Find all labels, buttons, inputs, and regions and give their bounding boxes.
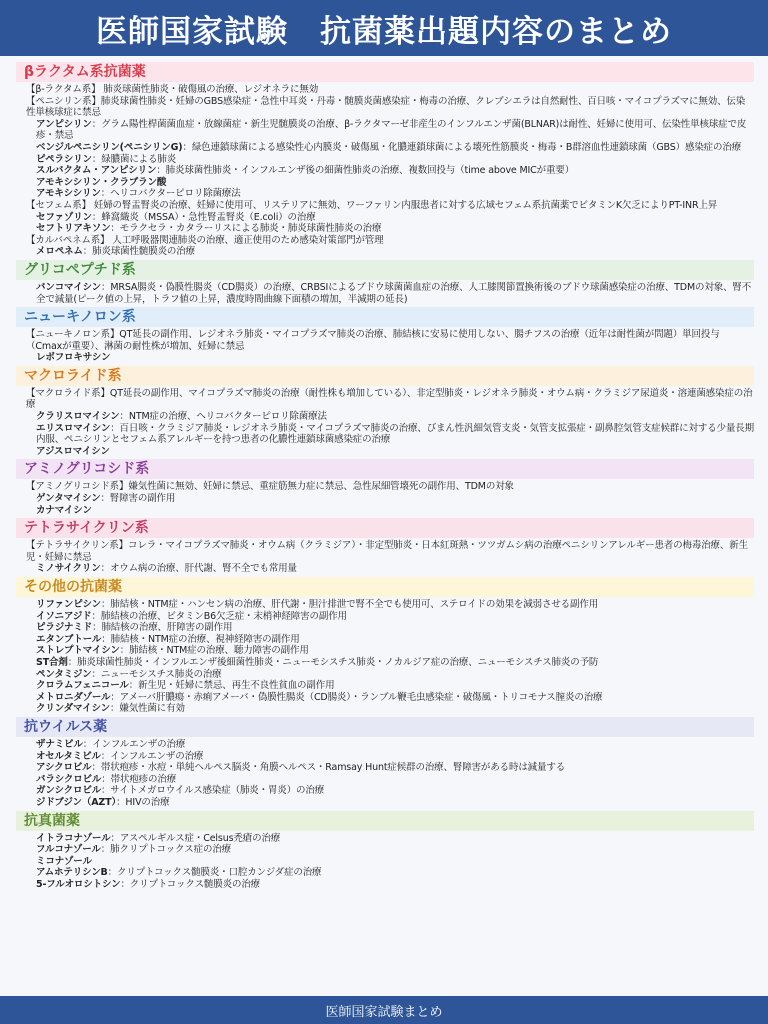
drug-name: ジドブジン（AZT）	[36, 796, 117, 808]
drug-name: フルコナゾール	[36, 844, 101, 856]
entry-line	[26, 856, 754, 868]
page-title: 医師国家試験 抗菌薬出題内容のまとめ	[96, 13, 672, 50]
content-area	[0, 60, 768, 996]
entry-line	[26, 645, 754, 657]
entry-text: ：緑色連鎖球菌による感染性心内膜炎・破傷風・化膿連鎖球菌による壊死性筋膜炎・梅毒・B群溶血性連鎖球菌（GBS）感染症の治療	[182, 141, 742, 153]
entry-line	[26, 657, 754, 669]
drug-name: ゲンタマイシン	[36, 493, 101, 505]
drug-class-section	[16, 459, 754, 516]
entry-line	[26, 622, 754, 634]
entry-text: 【カルバペネム系】 人工呼吸器関連肺炎の治療、適正使用のため感染対策部門が管理	[26, 234, 384, 246]
entry-text: ：腎障害の副作用	[100, 493, 176, 505]
drug-name: アモキシシリン	[36, 188, 101, 200]
entry-text: ：クリプトコックス髄膜炎の治療	[120, 878, 261, 890]
entry-text: ：百日咳・クラミジア肺炎・レジオネラ肺炎・マイコプラズマ肺炎の治療、びまん性汎細気管支炎・気管支拡張症・副鼻腔気管支症候群に対する少量長期内服、ペニシリンとセフェム系アレルギーを持つ患者の化膿性連鎖球菌感染症の治療	[36, 422, 754, 446]
entry-line	[26, 411, 754, 423]
section-body	[16, 833, 754, 891]
entry-line	[26, 446, 754, 458]
drug-name: セファゾリン	[36, 211, 92, 223]
entry-text: ：肺結核・NTM症の治療、視神経障害の副作用	[101, 633, 300, 645]
drug-class-section	[16, 260, 754, 305]
entry-line	[26, 634, 754, 646]
entry-text: ：嫌気性菌に有効	[110, 703, 185, 715]
section-body	[16, 84, 754, 258]
entry-line	[26, 388, 754, 411]
entry-line	[26, 329, 754, 352]
page-footer	[0, 996, 768, 1024]
entry-line	[26, 119, 754, 142]
drug-class-section	[16, 717, 754, 809]
drug-name: クロラムフェニコール	[36, 680, 129, 692]
entry-text: ：MRSA腸炎・偽膜性腸炎（CD腸炎）の治療、CRBSIによるブドウ球菌菌血症の治療、人工膝関節置換術後のブドウ球菌感染症の治療、TDMの対象、腎不全で減量(ピーク値の上昇，トラフ値の上昇，濃度時間曲線下面積の増加，半減期の延長)	[36, 281, 752, 305]
entry-text: ：肺結核・NTM症・ハンセン病の治療、肝代謝・胆汁排泄で腎不全でも使用可、ステロイドの効果を減弱させる副作用	[101, 599, 599, 610]
drug-name: オセルタミビル	[36, 750, 101, 762]
drug-class-section	[16, 811, 754, 891]
entry-text: ：クリプトコックス髄膜炎・口腔カンジダ症の治療	[107, 867, 322, 879]
drug-name: イソニアジド	[36, 610, 92, 622]
drug-name: ガンシクロビル	[36, 785, 102, 797]
entry-line	[26, 142, 754, 154]
entry-text: ：肺クリプトコックス症の治療	[100, 844, 232, 856]
entry-line	[26, 844, 754, 856]
entry-line	[26, 96, 754, 119]
section-title: アミノグリコシド系	[16, 459, 754, 479]
drug-name: アムホテリシンB	[36, 867, 108, 879]
section-body	[16, 329, 754, 364]
drug-class-section	[16, 577, 754, 715]
entry-line	[26, 785, 754, 797]
entry-text: ：帯状疱疹の治療	[101, 773, 177, 785]
entry-text: ：肺結核の治療、肝障害の副作用	[92, 622, 233, 634]
entry-text: 【β-ラクタム系】 肺炎球菌性肺炎・破傷風の治療、レジオネラに無効	[26, 84, 319, 95]
entry-line	[26, 200, 754, 212]
section-title: グリコペプチド系	[16, 260, 754, 280]
entry-text: ：ニューモシスチス肺炎の治療	[91, 668, 222, 680]
section-body	[16, 282, 754, 305]
entry-line	[26, 563, 754, 575]
entry-line	[26, 703, 754, 715]
entry-text: ：肺炎球菌性髄膜炎の治療	[82, 246, 195, 258]
page-header	[0, 0, 768, 56]
entry-line	[26, 867, 754, 879]
entry-text: ：蜂窩織炎（MSSA）・急性腎盂腎炎（E.coli）の治療	[91, 211, 316, 223]
drug-name: ミコナゾール	[36, 855, 92, 867]
entry-line	[26, 165, 754, 177]
drug-name: ベンジルペニシリン(ペニシリンG)	[36, 141, 183, 153]
entry-line	[26, 739, 754, 751]
drug-name: ストレプトマイシン	[36, 645, 120, 657]
section-title: 抗ウイルス薬	[16, 717, 754, 737]
entry-line	[26, 212, 754, 224]
entry-line	[26, 599, 754, 611]
entry-text: ：緑膿菌による肺炎	[91, 153, 177, 165]
entry-line	[26, 223, 754, 235]
section-body	[16, 481, 754, 516]
drug-name: 5-フルオロシトシン	[36, 878, 121, 890]
entry-line	[26, 540, 754, 563]
entry-text: ：アスペルギルス症・Celsus禿瘡の治療	[110, 832, 281, 844]
entry-line	[26, 762, 754, 774]
entry-text: 【アミノグリコシド系】嫌気性菌に無効、妊婦に禁忌、重症筋無力症に禁忌、急性尿細管壊死の副作用、TDMの対象	[26, 481, 514, 493]
entry-line	[26, 352, 754, 364]
drug-name: ピラジナミド	[36, 622, 93, 634]
entry-text: ：NTM症の治療、ヘリコバクターピロリ除菌療法	[119, 411, 327, 423]
section-body	[16, 540, 754, 575]
entry-line	[26, 879, 754, 891]
section-title: βラクタム系抗菌薬	[16, 62, 754, 82]
entry-line	[26, 177, 754, 189]
entry-text: ：インフルエンザの治療	[82, 738, 186, 750]
drug-class-section	[16, 62, 754, 258]
section-body	[16, 599, 754, 715]
entry-line	[26, 797, 754, 809]
entry-line	[26, 669, 754, 681]
drug-name: アジスロマイシン	[36, 445, 110, 457]
entry-line	[26, 751, 754, 763]
drug-name: メトロニダゾール	[36, 691, 111, 703]
drug-name: レボフロキサシン	[36, 352, 111, 364]
drug-name: アモキシシリン・クラブラン酸	[36, 176, 167, 188]
entry-text: ：新生児・妊婦に禁忌、再生不良性貧血の副作用	[128, 680, 335, 692]
section-title: ニューキノロン系	[16, 307, 754, 327]
drug-name: スルバクタム・アンピシリン	[36, 165, 157, 177]
drug-name: リファンピシン	[36, 599, 102, 610]
drug-class-section	[16, 366, 754, 458]
entry-line	[26, 680, 754, 692]
drug-name: バンコマイシン	[36, 281, 102, 293]
entry-text: ：インフルエンザの治療	[100, 750, 204, 762]
drug-name: アンピシリン	[36, 118, 92, 130]
drug-name: セフトリアキソン	[36, 223, 111, 235]
drug-name: イトラコナゾール	[36, 832, 111, 844]
entry-text: ：帯状疱疹・水痘・単純ヘルペス脳炎・角膜ヘルペス・Ramsay Hunt症候群の治療、腎障害がある時は減量する	[91, 762, 566, 774]
entry-text: 【マクロライド系】QT延長の副作用、マイコプラズマ肺炎の治療（耐性株も増加している）、非定型肺炎・レジオネラ肺炎・オウム病・クラミジア尿道炎・溶連菌感染症の治療	[26, 387, 753, 411]
entry-line	[26, 423, 754, 446]
entry-text: 【セフェム系】 妊婦の腎盂腎炎の治療、妊婦に使用可、リステリアに無効、ワーファリン内服患者に対する広域セフェム系抗菌薬でビタミンK欠乏によりPT-INR上昇	[26, 199, 718, 211]
entry-text: 【ニューキノロン系】QT延長の副作用、レジオネラ肺炎・マイコプラズマ肺炎の治療、肺結核に安易に使用しない、腸チフスの治療（近年は耐性菌が問題）単回投与（Cmaxが重要）、淋菌の耐性株が増加、妊婦に禁忌	[26, 329, 720, 352]
entry-text: 【テトラサイクリン系】コレラ・マイコプラズマ肺炎・オウム病（クラミジア）・非定型肺炎・日本紅斑熱・ツツガムシ病の治療ペニシリンアレルギー患者の梅毒治療、新生児・妊婦に禁忌	[26, 540, 748, 563]
entry-line	[26, 188, 754, 200]
entry-text: ：肺結核の治療、ビタミンB6欠乏症・末梢神経障害の副作用	[91, 610, 347, 622]
drug-name: ザナミビル	[36, 738, 83, 750]
drug-name: クラリスロマイシン	[36, 411, 120, 423]
entry-line	[26, 692, 754, 704]
entry-line	[26, 154, 754, 166]
entry-line	[26, 84, 754, 96]
section-title: マクロライド系	[16, 366, 754, 386]
section-body	[16, 388, 754, 458]
section-title: テトラサイクリン系	[16, 518, 754, 538]
drug-name: ペンタミジン	[36, 668, 92, 680]
drug-name: メロペネム	[36, 246, 83, 258]
entry-line	[26, 505, 754, 517]
entry-line	[26, 481, 754, 493]
entry-text: 【ペニシリン系】肺炎球菌性肺炎・妊婦のGBS感染症・急性中耳炎・丹毒・髄膜炎菌感染症・梅毒の治療、クレブシエラは自然耐性、百日咳・マイコプラズマに無効、伝染性単核球症に禁忌	[26, 95, 746, 119]
entry-line	[26, 774, 754, 786]
drug-name: ST合剤	[36, 656, 68, 668]
drug-name: カナマイシン	[36, 504, 92, 516]
drug-class-section	[16, 518, 754, 575]
drug-name: クリンダマイシン	[36, 703, 110, 715]
entry-text: ：肺炎球菌性肺炎・インフルエンザ後細菌性肺炎・ニューモシスチス肺炎・ノカルジア症の治療、ニューモシスチス肺炎の予防	[67, 656, 599, 668]
entry-line	[26, 246, 754, 258]
section-body	[16, 739, 754, 809]
entry-line	[26, 235, 754, 247]
entry-line	[26, 282, 754, 305]
drug-name: バラシクロビル	[36, 773, 102, 785]
entry-text: ：肺結核・NTM症の治療、聴力障害の副作用	[119, 645, 309, 657]
entry-text: ：サイトメガロウイルス感染症（肺炎・胃炎）の治療	[101, 785, 325, 797]
drug-name: ミノサイクリン	[36, 563, 101, 575]
drug-name: ピペラシリン	[36, 153, 92, 165]
entry-text: ：ヘリコバクターピロリ除菌療法	[100, 188, 241, 200]
drug-name: アシクロビル	[36, 762, 92, 774]
drug-class-section	[16, 307, 754, 364]
entry-line	[26, 493, 754, 505]
entry-text: ：肺炎球菌性肺炎・インフルエンザ後の細菌性肺炎の治療、複数回投与（time above MICが重要）	[156, 165, 575, 177]
footer-text: 医師国家試験まとめ	[325, 1004, 443, 1020]
entry-line	[26, 611, 754, 623]
entry-text: ：HIVの治療	[116, 796, 170, 808]
entry-text: ：オウム病の治療、肝代謝、腎不全でも常用量	[100, 563, 297, 575]
drug-name: エタンブトール	[36, 633, 102, 645]
drug-name: エリスロマイシン	[36, 422, 111, 434]
section-title: その他の抗菌薬	[16, 577, 754, 597]
entry-text: ：モラクセラ・カタラーリスによる肺炎・肺炎球菌性肺炎の治療	[110, 223, 382, 235]
entry-text: ：グラム陽性桿菌菌血症・放線菌症・新生児髄膜炎の治療、β-ラクタマーゼ非産生のインフルエンザ菌(BLNAR)は耐性、妊婦に使用可、伝染性単核球症で皮疹・禁忌	[36, 118, 747, 142]
entry-line	[26, 833, 754, 845]
entry-text: ：アメーバ肝膿瘍・赤痢アメーバ・偽膜性腸炎（CD腸炎）・ランブル鞭毛虫感染症・破傷風・トリコモナス膣炎の治療	[110, 691, 603, 703]
section-title: 抗真菌薬	[16, 811, 754, 831]
